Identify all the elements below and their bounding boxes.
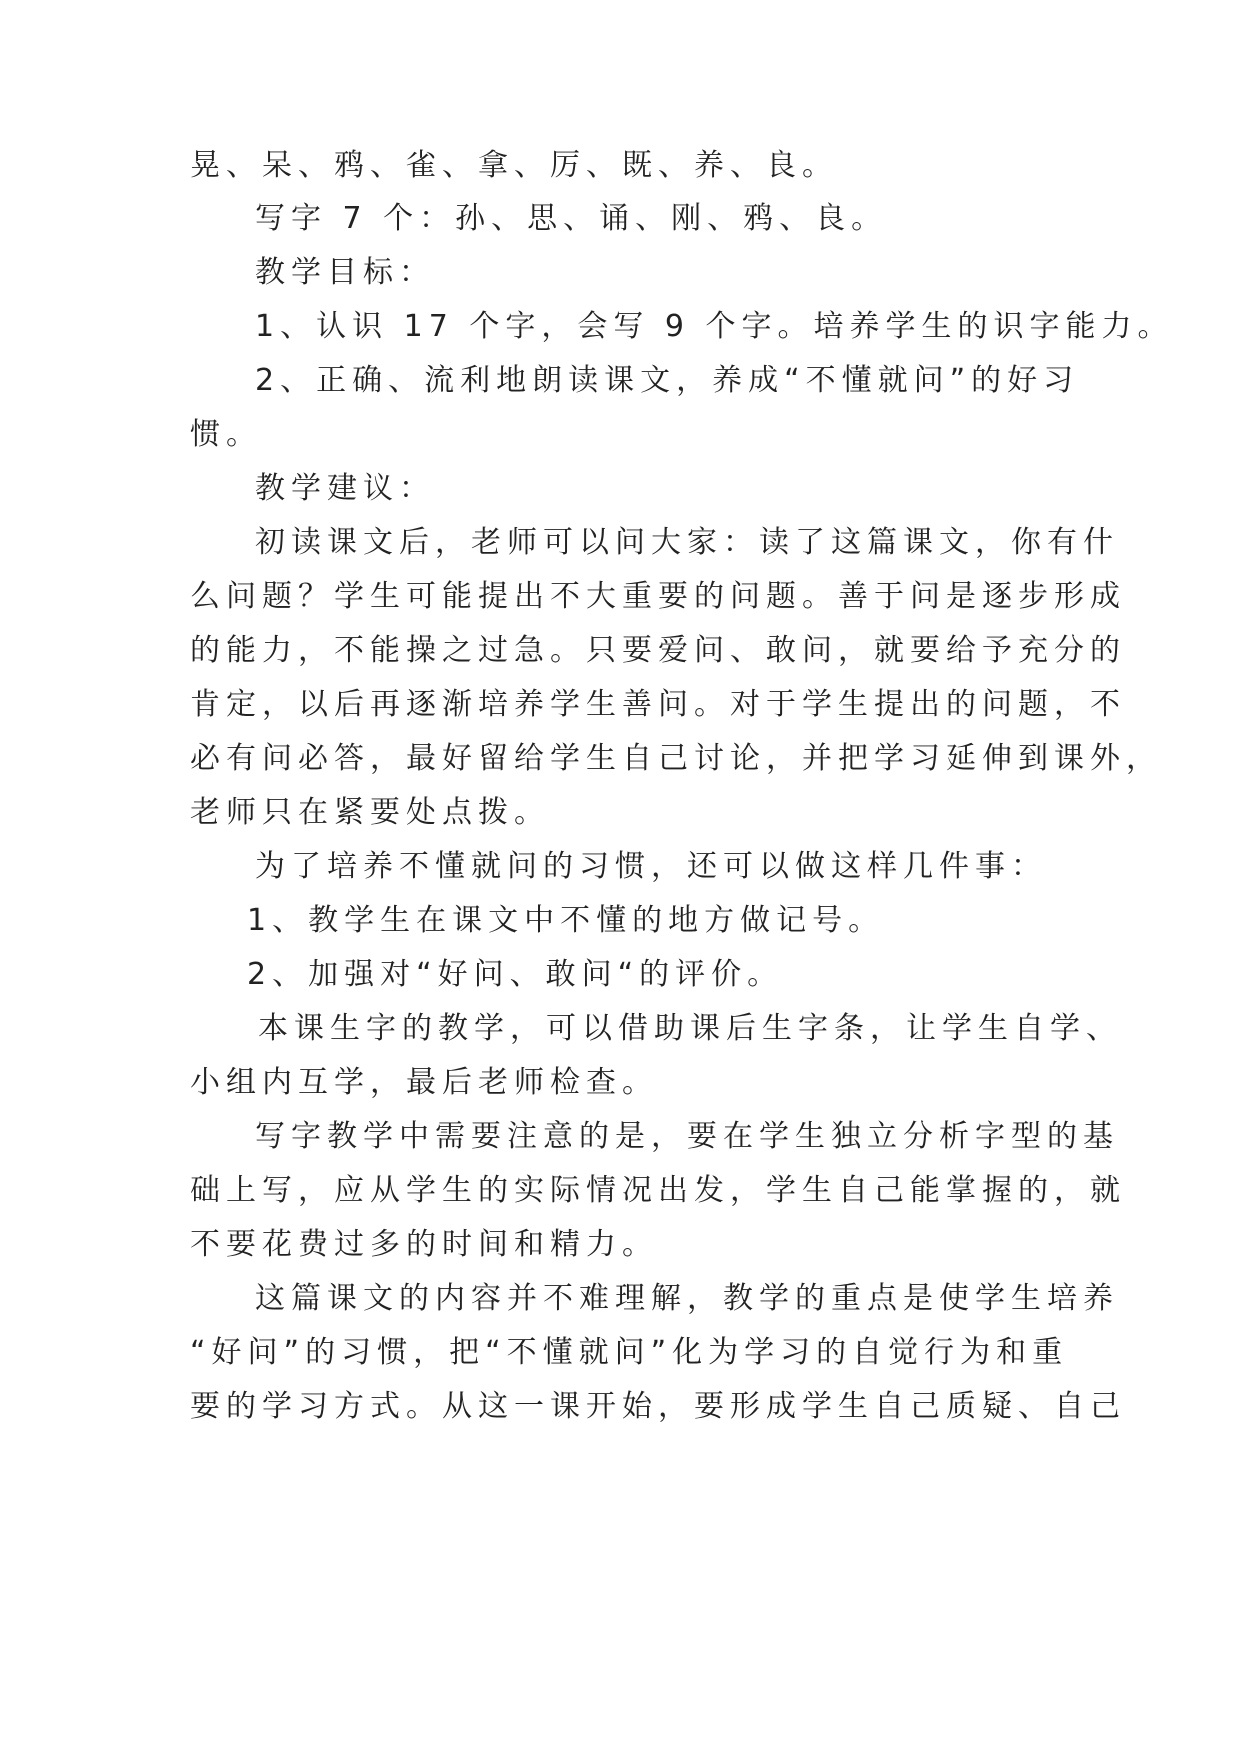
text-line: 惯。: [190, 417, 262, 452]
text-line: 础上写，应从学生的实际情况出发，学生自己能掌握的，就: [190, 1173, 1126, 1208]
text-line: 要的学习方式。从这一课开始，要形成学生自己质疑、自己: [190, 1389, 1126, 1424]
text-line: “好问”的习惯，把“不懂就问”化为学习的自觉行为和重: [190, 1335, 1069, 1370]
text-line: 本课生字的教学，可以借助课后生字条，让学生自学、: [258, 1011, 1122, 1046]
text-line: 不要花费过多的时间和精力。: [190, 1227, 658, 1262]
text-line: 为了培养不懂就问的习惯，还可以做这样几件事：: [255, 849, 1047, 884]
text-line: 必有问必答，最好留给学生自己讨论，并把学习延伸到课外，: [190, 741, 1162, 776]
list-item: 1、认识 17 个字，会写 9 个字。培养学生的识字能力。: [255, 309, 1174, 344]
text-line: 么问题？学生可能提出不大重要的问题。善于问是逐步形成: [190, 579, 1126, 614]
section-heading: 教学建议：: [255, 471, 435, 506]
list-item: 2、正确、流利地朗读课文，养成“不懂就问”的好习: [255, 363, 1080, 398]
text-line: 这篇课文的内容并不难理解，教学的重点是使学生培养: [255, 1281, 1119, 1316]
text-line: 写字 7 个：孙、思、诵、刚、鸦、良。: [255, 201, 888, 236]
text-line: 的能力，不能操之过急。只要爱问、敢问，就要给予充分的: [190, 633, 1126, 668]
text-line: 写字教学中需要注意的是，要在学生独立分析字型的基: [255, 1119, 1119, 1154]
text-line: 老师只在紧要处点拨。: [190, 795, 550, 830]
text-line: 肯定，以后再逐渐培养学生善问。对于学生提出的问题，不: [190, 687, 1126, 722]
section-heading: 教学目标：: [255, 255, 435, 290]
text-line: 初读课文后，老师可以问大家：读了这篇课文，你有什: [255, 525, 1119, 560]
list-item: 1、教学生在课文中不懂的地方做记号。: [247, 903, 885, 938]
list-item: 2、加强对“好问、敢问“的评价。: [247, 957, 784, 992]
text-line: 晃、呆、鸦、雀、拿、厉、既、养、良。: [190, 148, 838, 183]
text-line: 小组内互学，最后老师检查。: [190, 1065, 658, 1100]
